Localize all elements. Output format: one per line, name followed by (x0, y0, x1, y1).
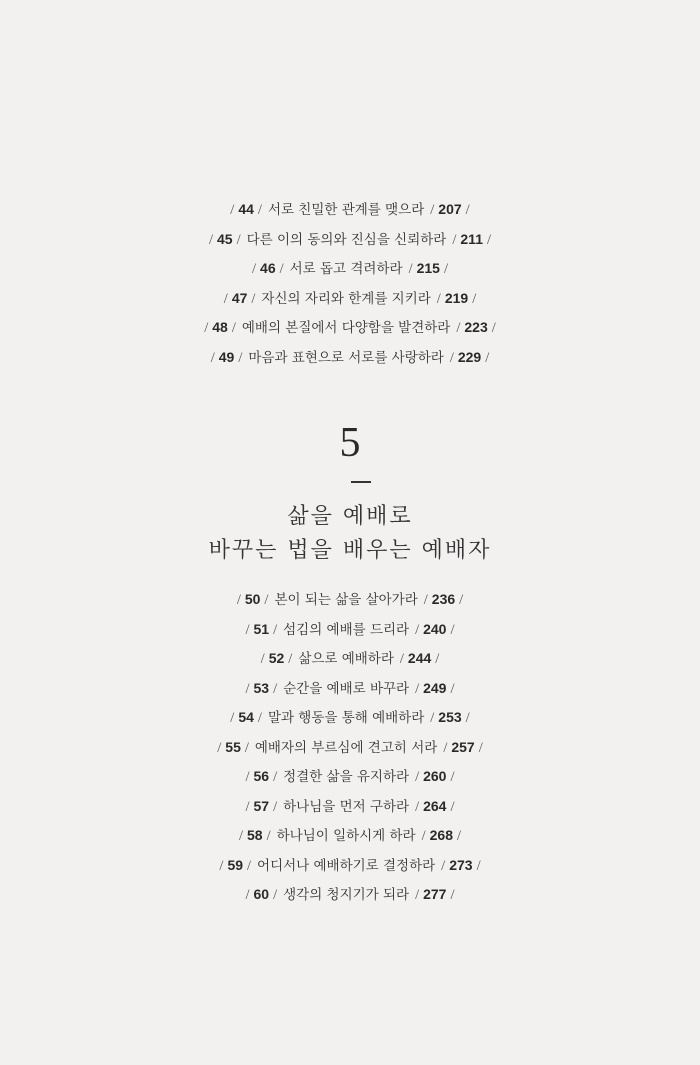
entry-page: 268 (429, 827, 453, 843)
entry-number: 58 (247, 827, 263, 843)
toc-entry: / 51 / 섬김의 예배를 드리라 / 240 / (245, 620, 455, 638)
entry-number: 55 (225, 738, 241, 755)
entry-number: 60 (253, 886, 270, 902)
entry-title: 섬김의 예배를 드리라 (283, 621, 410, 638)
entry-page: 207 (438, 201, 462, 217)
entry-page: 257 (451, 738, 475, 755)
entry-number: 46 (260, 260, 276, 276)
entry-title: 생각의 청지기가 되라 (283, 887, 410, 903)
entry-number: 44 (238, 201, 254, 217)
toc-entry: / 53 / 순간을 예배로 바꾸라 / 249 / (245, 679, 455, 697)
entry-title: 정결한 삶을 유지하라 (283, 769, 410, 785)
toc-entry: / 52 / 삶으로 예배하라 / 244 / (260, 650, 440, 667)
toc-entry: / 44 / 서로 친밀한 관계를 맺으라 / 207 / (230, 201, 470, 218)
toc-entry: / 46 / 서로 돕고 격려하라 / 215 / (252, 260, 448, 277)
entry-title: 예배의 본질에서 다양함을 발견하라 (241, 320, 451, 336)
entry-title: 다른 이의 동의와 진심을 신뢰하라 (246, 231, 447, 248)
toc-entry: / 58 / 하나님이 일하시게 하라 / 268 / (238, 827, 462, 844)
entry-title: 자신의 자리와 한계를 지키라 (261, 290, 431, 307)
entry-title: 하나님을 먼저 구하라 (283, 798, 410, 815)
toc-entry: / 48 / 예배의 본질에서 다양함을 발견하라 / 223 / (204, 319, 496, 336)
part-title-line-2: 바꾸는 법을 배우는 예배자 (208, 538, 492, 563)
entry-page: 244 (407, 650, 432, 666)
toc-entry: / 59 / 어디서나 예배하기로 결정하라 / 273 / (219, 856, 481, 874)
entry-page: 273 (449, 856, 473, 873)
entry-number: 59 (227, 856, 244, 873)
toc-section-1 (0, 195, 700, 372)
toc-entry: / 47 / 자신의 자리와 한계를 지키라 / 219 / (223, 289, 477, 307)
entry-page: 240 (423, 620, 447, 637)
part-title-line-1: 삶을 예배로 (287, 504, 413, 529)
toc-entry: / 49 / 마음과 표현으로 서로를 사랑하라 / 229 / (210, 348, 490, 366)
toc-entry: / 50 / 본이 되는 삶을 살아가라 / 236 / (236, 591, 464, 608)
entry-title: 하나님이 일하시게 하라 (276, 828, 416, 844)
entry-number: 49 (218, 348, 235, 365)
entry-title: 마음과 표현으로 서로를 사랑하라 (248, 349, 444, 366)
entry-page: 260 (423, 768, 447, 784)
entry-number: 53 (253, 679, 270, 696)
entry-page: 236 (431, 591, 456, 607)
part-divider (351, 481, 371, 483)
part-title (0, 500, 700, 568)
entry-title: 예배자의 부르심에 견고히 서라 (254, 739, 438, 756)
entry-page: 215 (416, 260, 440, 276)
entry-number: 47 (231, 289, 248, 306)
toc-entry: / 60 / 생각의 청지기가 되라 / 277 / (245, 886, 455, 903)
toc-entry: / 57 / 하나님을 먼저 구하라 / 264 / (245, 797, 455, 815)
entry-title: 말과 행동을 통해 예배하라 (267, 710, 425, 726)
entry-page: 253 (438, 709, 462, 725)
entry-page: 223 (464, 319, 488, 335)
toc-entry: / 54 / 말과 행동을 통해 예배하라 / 253 / (230, 709, 470, 726)
entry-title: 서로 친밀한 관계를 맺으라 (267, 202, 425, 218)
entry-title: 본이 되는 삶을 살아가라 (274, 592, 418, 608)
entry-page: 219 (444, 289, 469, 306)
toc-section-2 (0, 585, 700, 910)
entry-number: 48 (212, 319, 228, 335)
toc-entry: / 56 / 정결한 삶을 유지하라 / 260 / (245, 768, 455, 785)
entry-title: 어디서나 예배하기로 결정하라 (257, 857, 436, 874)
entry-number: 52 (268, 650, 285, 666)
entry-title: 순간을 예배로 바꾸라 (283, 680, 410, 697)
entry-number: 45 (217, 230, 233, 247)
toc-entry: / 55 / 예배자의 부르심에 견고히 서라 / 257 / (217, 738, 483, 756)
entry-number: 54 (238, 709, 254, 725)
entry-page: 249 (423, 679, 447, 696)
entry-page: 264 (423, 797, 447, 814)
entry-page: 229 (457, 348, 482, 365)
part-number: 5 (339, 420, 361, 466)
entry-page: 277 (423, 886, 447, 902)
entry-number: 51 (253, 620, 270, 637)
entry-number: 50 (244, 591, 261, 607)
entry-title: 서로 돕고 격려하라 (289, 261, 403, 277)
entry-number: 57 (253, 797, 270, 814)
entry-title: 삶으로 예배하라 (298, 651, 394, 667)
entry-number: 56 (253, 768, 270, 784)
entry-page: 211 (460, 230, 483, 247)
toc-entry: / 45 / 다른 이의 동의와 진심을 신뢰하라 / 211 / (208, 230, 492, 248)
